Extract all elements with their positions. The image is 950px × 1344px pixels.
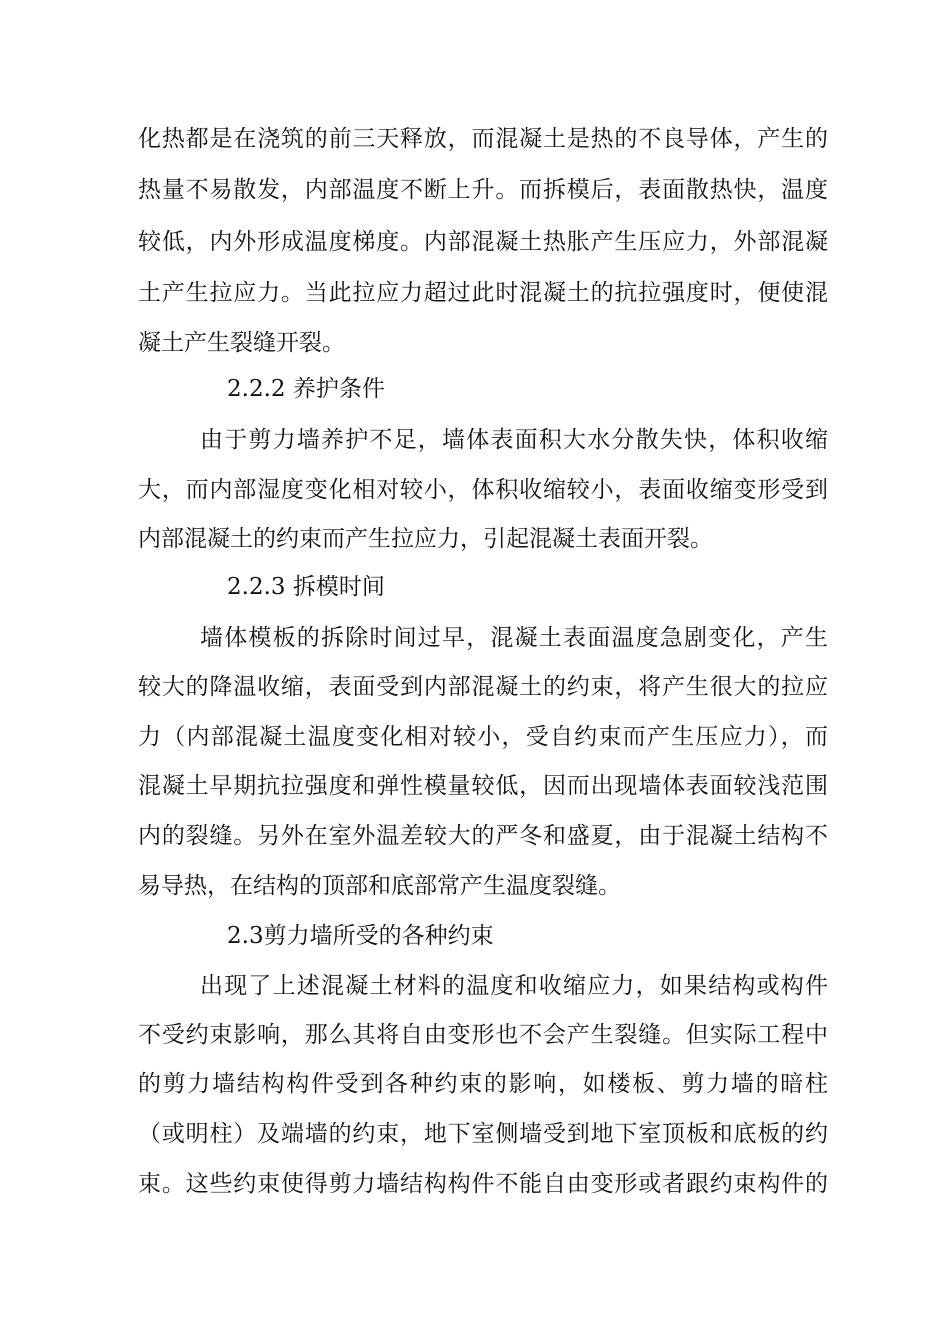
paragraph-4-line-4: （或明柱）及端墙的约束，地下室侧墙受到地下室顶板和底板的约 bbox=[138, 1121, 828, 1147]
paragraph-3-line-6: 易导热，在结构的顶部和底部常产生温度裂缝。 bbox=[138, 873, 621, 899]
section-heading-2-2-3: 2.2.3 拆模时间 bbox=[227, 574, 385, 600]
paragraph-3-line-5: 内的裂缝。另外在室外温差较大的严冬和盛夏，由于混凝土结构不 bbox=[138, 823, 828, 849]
paragraph-3-line-2: 较大的降温收缩，表面受到内部混凝土的约束，将产生很大的拉应 bbox=[138, 674, 828, 700]
paragraph-1-line-4: 土产生拉应力。当此拉应力超过此时混凝土的抗拉强度时，便使混 bbox=[138, 280, 828, 306]
paragraph-4-line-1: 出现了上述混凝土材料的温度和收缩应力，如果结构或构件 bbox=[200, 973, 828, 999]
paragraph-3-line-1: 墙体模板的拆除时间过早，混凝土表面温度急剧变化，产生 bbox=[200, 625, 828, 651]
paragraph-4-line-2: 不受约束影响，那么其将自由变形也不会产生裂缝。但实际工程中 bbox=[138, 1022, 828, 1048]
paragraph-1-line-2: 热量不易散发，内部温度不断上升。而拆模后，表面散热快，温度 bbox=[138, 177, 828, 203]
paragraph-4-line-5: 束。这些约束使得剪力墙结构构件不能自由变形或者跟约束构件的 bbox=[138, 1171, 828, 1197]
paragraph-2-line-2: 大，而内部湿度变化相对较小，体积收缩较小，表面收缩变形受到 bbox=[138, 477, 828, 503]
paragraph-4-line-3: 的剪力墙结构构件受到各种约束的影响，如楼板、剪力墙的暗柱 bbox=[138, 1071, 828, 1097]
paragraph-3-line-4: 混凝土早期抗拉强度和弹性模量较低，因而出现墙体表面较浅范围 bbox=[138, 773, 828, 799]
paragraph-2-line-1: 由于剪力墙养护不足，墙体表面积大水分散失快，体积收缩 bbox=[200, 427, 828, 453]
paragraph-1-line-3: 较低，内外形成温度梯度。内部混凝土热胀产生压应力，外部混凝 bbox=[138, 229, 828, 255]
section-heading-2-3: 2.3剪力墙所受的各种约束 bbox=[227, 923, 494, 949]
paragraph-1-line-1: 化热都是在浇筑的前三天释放，而混凝土是热的不良导体，产生的 bbox=[138, 126, 828, 152]
paragraph-1-line-5: 凝土产生裂缝开裂。 bbox=[138, 330, 345, 356]
paragraph-2-line-3: 内部混凝土的约束而产生拉应力，引起混凝土表面开裂。 bbox=[138, 526, 713, 552]
section-heading-2-2-2: 2.2.2 养护条件 bbox=[227, 376, 385, 402]
paragraph-3-line-3: 力（内部混凝土温度变化相对较小，受自约束而产生压应力），而 bbox=[138, 724, 828, 750]
